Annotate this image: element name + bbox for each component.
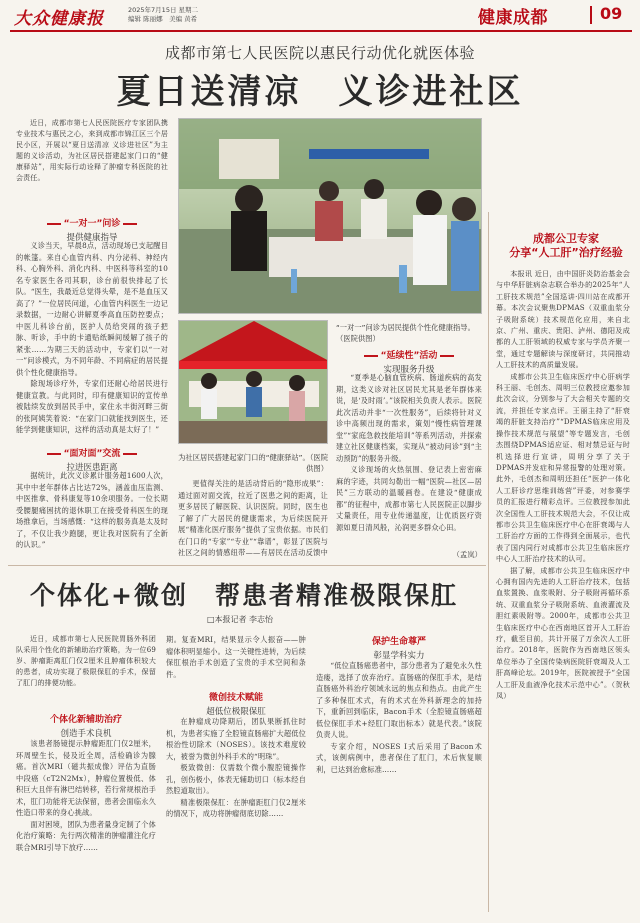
sidebar-body: 本报讯 近日，由中国肝炎防治基金会与中华肝脏病杂志联合举办的2025年“人工肝技术规范”全国巡讲·四川站在成都开幕。本次会议聚焦DPMAS（双重血浆分子吸附系统）技术规范化应用，来自北京、广州、重庆、贵阳、泸州、德阳及成都的人工肝领域的权威专家与学员齐聚一堂，通过专题解读与深度研讨，共同推动人工肝技术的高质量发展。 成都市公共卫生临床医疗中心肝病学科王丽、毛创杰、周明三位教授应邀参加此次会议，分别参与了大会相关专题的交流，并担任专家点评。王丽主持了“肝衰竭的肝脏支持治疗”“DPMAS临床应用及操作技术规范与展望”等专题发言，毛创杰围绕DPMAS适应证、相对禁忌证与时机选择进行宣讲，周明分享了关于DPMAS并发症和异常报警的处理对策。此外，毛创杰和周明还担任“医护一体化人工肝诊疗思维训练营”评委，对参赛学员的汇报进行精彩点评。三位教授参加此次全国性人工肝技术规范大会，不仅让成都市公共卫生临床医疗中心在肝衰竭与人工肝治疗方面的工作得到全面展示，也代表了国内同行对成都市公共卫生临床医疗中心人工肝治疗技术的认可。 据了解，成都市公共卫生临床医疗中心拥有国内先进的人工肝治疗技术，包括血浆置换、血浆吸附、分子吸附再循环系统、双重血浆分子吸附系统、血液灌流及胆红素吸附等。2000年，成都市公共卫生临床医疗中心在西南地区首开人工肝治疗，截至目前，共计开展了万余次人工肝治疗。2018年，医院作为西南地区领头单位举办了全国传染病医院肝衰竭及人工肝高峰论坛。2019年，医院被授予“全国人工肝及血液净化技术示范中心”。（贺秋凤） — [496, 269, 630, 701]
section-name: 健康成都 — [478, 8, 548, 28]
lead-author: （孟岚） — [452, 550, 482, 559]
second-section2-title-black: 超低位极限保肛 — [206, 707, 266, 717]
section2-body-part2: 更值得关注的是活动背后的“隐形成果”：通过面对面交流，拉近了医患之间的距离，让更多居民了解医院、认识医院。同时，医生也了解了广大居民的健康需求，为后续医院开展“精准化医疗服务”提供了宝贵依据。市民们在门口的“专家”“专业”“靠谱”，彰显了医院与社区之间的情感纽带——有居民在活动反馈中 — [178, 479, 328, 557]
second-section1-title-black: 创造手术良机 — [60, 729, 112, 739]
second-section3-title-black: 彰显学科实力 — [373, 651, 425, 661]
section3-heading — [336, 348, 482, 375]
second-byline: □本报记者 李志怡 — [206, 615, 274, 624]
lead-kicker: 成都市第七人民医院以惠民行动优化就医体验 — [164, 44, 475, 62]
section1-body: 义诊当天，早晨8点，活动现场已支起醒目的帐篷。来自心血管内科、内分泌科、神经内科、心胸外科、消化内科、中医科等科室的10名专家医生各司其职，诊台前很快排起了长队。“医生，我最近总觉得头晕，是不是血压又高了？”一位居民问道，心血管内科医生一边记录数据，一边耐心讲解夏季高血压防控要点；中医儿科诊台前，医护人员给突闹的孩子把脉、听诊，手中的卡通贴纸瞬间缓解了孩子的紧张……为期三天的活动中，专家们以“一对一”问诊模式，为不同年龄、不同病症的居民提供个性化健康指导。 除现场诊疗外，专家们还耐心给居民进行健康宣教。与此同时，印有健康知识的宣传单被陆续发放到居民手中，家住永丰街河畔三街的张阿姨笑着说：“在家门口就能找到医生，还能学到健康知识，这样的活动真是太好了！” — [16, 241, 168, 434]
sidebar-headline-line2: 分享“人工肝”治疗经验 — [509, 246, 623, 259]
health-station-illustration — [179, 321, 328, 444]
consultation-scene-illustration — [179, 119, 482, 314]
section2-heading — [16, 446, 168, 473]
second-section2-heading — [166, 690, 306, 717]
lead-headline: 夏日送清凉 义诊进社区 — [116, 72, 524, 112]
issue-date: 2025年7月15日 星期二 — [128, 6, 199, 14]
photo-health-station — [178, 320, 328, 444]
masthead-meta — [128, 6, 198, 24]
section1-title-black: 提供健康指导 — [66, 233, 118, 243]
second-section3-heading — [316, 634, 482, 661]
second-section2-title-red: 微创技术赋能 — [208, 693, 263, 703]
section3-title-red: “延续性”活动 — [380, 351, 438, 361]
section2-title-red: “面对面”交流 — [63, 449, 121, 459]
photo2-caption: 为社区居民搭建起家门口的“健康驿站”。（医院供图） — [178, 453, 328, 473]
lead-intro: 近日，成都市第七人民医院医疗专家团队携专业技术与惠民之心，来到成都市锦江区三个居民小区，开展以“夏日送清凉 义诊进社区”为主题的义诊活动，为社区居民搭建起家门口的“健康驿站”，用实际行动诠释了肿瘤专科医院的社会责任。 — [16, 119, 168, 182]
section1-title-red: “一对一”问诊 — [63, 219, 121, 229]
photo-consultation — [178, 118, 482, 314]
second-section3-body: “低位直肠癌患者中，部分患者为了避免永久性造瘘，选择了放弃治疗。直肠癌的保肛手术，是结直肠癌外科治疗领域永远的焦点和热点。由此产生了多种保肛术式，有的术式在外科新理念的加持下，重新回到临床，Bacon手术（全腔镜直肠癌超低位保肛手术+经肛门取出标本）就是代表。”该院负责人说。 专家介绍，NOSES I式后采用了Bacon术式，该例病例中，患者保住了肛门，术后恢复顺利，已达到治愈标准…… — [316, 661, 482, 774]
second-headline: 个体化+微创 帮患者精准极限保肛 — [30, 581, 458, 610]
section3-title-black: 实现服务升级 — [383, 365, 435, 375]
masthead-divider — [590, 6, 592, 24]
sidebar-divider — [488, 212, 489, 912]
section2-body-part1: 据统计，此次义诊累计服务超1600人次，其中中老年群体占比达72%，涵盖血压监测、中医推拿、骨科康复等10余项服务。一位长期受腰腿痛困扰的退休职工在接受骨科医生的现场推拿后，当场感慨：“这样的服务真是太及时了，不仅让我少跑腿，更让我对医院有了全新的认识。” — [16, 471, 168, 549]
designer: 美编 黄希 — [169, 15, 198, 23]
second-col2-lead: 期。复查MRI，结果显示令人振奋——肿瘤体积明显缩小。这一关键性进转，为后续保肛根治手术创造了宝贵的手术空间和条件。 — [166, 635, 306, 679]
section2-title-black: 拉进医患距离 — [66, 463, 118, 473]
second-intro: 近日，成都市第七人民医院胃肠外科团队采用个性化的新辅助治疗策略，为一位69岁、肿瘤距离肛门仅2厘米且肿瘤体积较大的患者，成功实现了极限保肛的手术，保留了肛门的排便功能。 — [16, 635, 156, 687]
second-section1-body: 该患者肠镜提示肿瘤距肛门仅2厘米，环周壁生长，侵及近全周，活检确诊为腺癌。首次MRI（磁共振成像）评估为直肠中段癌（cT2N2Mx），肿瘤位置极低、体积巨大且伴有淋巴结转移，若行常规根治手术，肛门功能将无法保留，患者会面临永久性造口带来的身心挑战。 面对困境，团队为患者量身定制了个体化治疗策略：先行两次精准的肿瘤灌注化疗联合MRI引导下放疗…… — [16, 739, 156, 852]
second-section2-body: 在肿瘤成功降期后，团队果断抓住时机，为患者实施了全腔镜直肠癌扩大超低位根治性切除术（NOSES）。该技术难度较大，被誉为微创外科手术的“明珠”。 极致微创：仅需数个微小腹腔镜操作孔，创伤极小，体表无辅助切口（标本经自然腔道取出）。 精准极限保肛：在肿瘤距肛门仅2厘米的情况下，成功将肿瘤彻底切除…… — [166, 717, 306, 818]
story-divider — [8, 565, 486, 566]
sidebar-headline — [496, 232, 636, 260]
photo1-caption: “一对一”问诊为居民提供个性化健康指导。（医院供图） — [336, 323, 475, 343]
second-section3-title-red: 保护生命尊严 — [371, 637, 426, 647]
second-section1-heading — [16, 712, 156, 739]
second-section1-title-red: 个体化新辅助治疗 — [49, 715, 122, 725]
masthead-rule — [10, 30, 632, 32]
page-number: 09 — [600, 4, 623, 23]
section3-body: “夏季是心脑血管疾病、肠道疾病的高发期，这类义诊对社区居民尤其是老年群体来说，是‘及时雨’。”该院相关负责人表示。医院此次活动并非“一次性服务”，后续将针对义诊中高频出现的需求，策划“慢性病管理课堂”“家庭急救技能培训”等系列活动，并探索建立社区健康档案，实现从“被动问诊”到“主动预防”的服务升级。 义诊现场的火热氛围、登记表上密密麻麻的字迹，共同勾勒出一幅“医院—社区—居民”三方联动的温暖画卷。在建设“健康成都”的征程中，成都市第七人民医院正以脚步丈量责任，用专业传递温度，让优质医疗资源如夏日清风般，沁润更多群众心田。 — [336, 373, 482, 532]
sidebar-headline-line1: 成都公卫专家 — [533, 232, 599, 245]
masthead-logo: 大众健康报 — [14, 9, 104, 29]
section1-heading — [16, 216, 168, 243]
editor: 编辑 陈丽娜 — [128, 15, 163, 23]
